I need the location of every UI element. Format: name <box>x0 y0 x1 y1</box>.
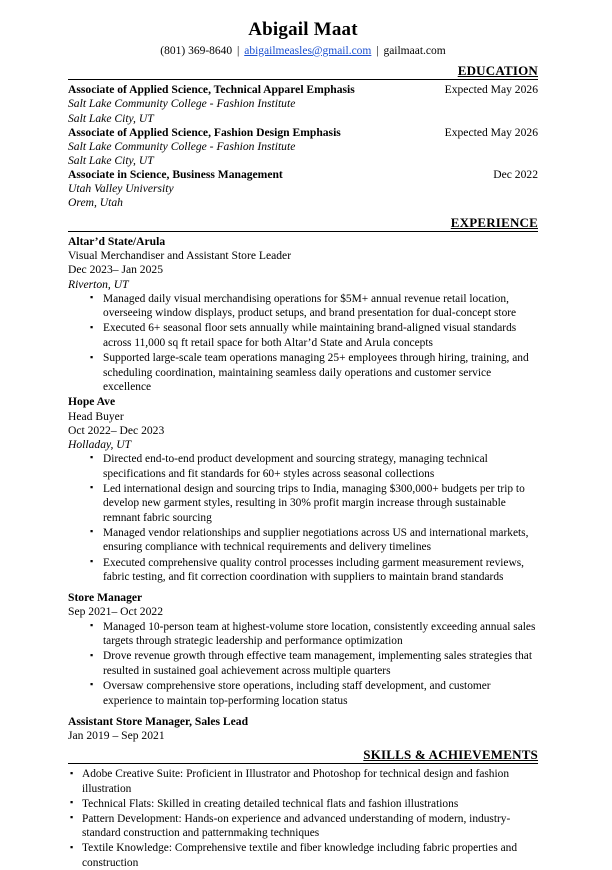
education-location: Salt Lake City, UT <box>68 111 154 125</box>
list-item: ▪ Led international design and sourcing trips to India, managing $300,000+ budgets per trip to develop new garment styles, resulting in 30% profit margin increase through sustainable remnant fabric sourcing <box>68 482 538 526</box>
education-entry <box>68 168 538 210</box>
website-text: gailmaat.com <box>383 44 446 57</box>
list-item: ▪ Managed vendor relationships and supplier negotiations across US and international markets, ensuring compliance with technical requirements and delivery timelines <box>68 526 538 555</box>
experience-role: Visual Merchandiser and Assistant Store Leader <box>68 249 292 263</box>
phone-number: (801) 369-8640 <box>160 44 233 57</box>
candidate-name: Abigail Maat <box>248 19 358 40</box>
list-item: ▪ Directed end-to-end product development and sourcing strategy, managing technical specifications and fit standards for 60+ styles across seasonal collections <box>68 452 538 481</box>
experience-dates: Sep 2021– Oct 2022 <box>68 605 163 619</box>
list-item: ▪ Executed comprehensive quality control processes including garment measurement reviews, fabric testing, and fit correction coordination with suppliers to maintain brand standards <box>68 556 538 585</box>
list-item: ▪ Oversaw comprehensive store operations, including staff development, and customer experience to maintain top-performing location status <box>68 679 538 708</box>
list-item: ▪ Managed daily visual merchandising operations for $5M+ annual revenue retail location, overseeing window displays, product setups, and brand presentation for dual-concept store <box>68 292 538 321</box>
experience-dates: Jan 2019 – Sep 2021 <box>68 728 165 742</box>
list-item: ▪ Supported large-scale team operations managing 25+ employees through hiring, training, and scheduling coordination, maintaining seamless daily operations and customer service excellence <box>68 351 538 395</box>
section-heading-skills <box>68 747 538 763</box>
experience-role: Head Buyer <box>68 409 124 423</box>
experience-bullet-list <box>68 452 538 585</box>
section-heading-education-label: EDUCATION <box>457 62 538 78</box>
education-entry-header <box>68 168 538 182</box>
contact-separator-1: | <box>237 44 240 57</box>
education-date: Expected May 2026 <box>444 83 538 97</box>
section-rule-skills <box>68 763 538 764</box>
experience-bullet-list <box>68 292 538 395</box>
section-rule-education <box>68 79 538 80</box>
education-institution: Utah Valley University <box>68 182 174 196</box>
section-heading-experience <box>68 215 538 231</box>
experience-company: Altar’d State/Arula <box>68 235 166 249</box>
education-entry-header <box>68 126 538 140</box>
list-item: ▪ Pattern Development: Hands-on experience and advanced understanding of modern, industry-standard construction and patternmaking techniques <box>68 812 538 841</box>
experience-entry <box>68 591 538 708</box>
education-institution: Salt Lake Community College - Fashion Institute <box>68 97 296 111</box>
education-entry <box>68 83 538 125</box>
list-item: ▪ Technical Flats: Skilled in creating detailed technical flats and fashion illustrations <box>68 797 538 811</box>
experience-location: Holladay, UT <box>68 437 132 451</box>
list-item: ▪ Executed 6+ seasonal floor sets annually while maintaining brand-aligned visual standards across 11,000 sq ft retail space for both Altar’d State and Arula concepts <box>68 321 538 350</box>
section-heading-experience-label: EXPERIENCE <box>450 214 538 230</box>
contact-line <box>68 44 538 59</box>
education-degree: Associate of Applied Science, Technical Apparel Emphasis <box>68 83 355 97</box>
education-location: Salt Lake City, UT <box>68 153 154 167</box>
list-item: ▪ Textile Knowledge: Comprehensive textile and fiber knowledge including fabric properties and construction <box>68 841 538 870</box>
section-heading-skills-label: SKILLS & ACHIEVEMENTS <box>363 746 538 762</box>
education-date: Dec 2022 <box>493 168 538 182</box>
education-entry <box>68 126 538 168</box>
experience-entry <box>68 235 538 395</box>
experience-entry <box>68 715 538 743</box>
education-degree: Associate of Applied Science, Fashion Design Emphasis <box>68 125 341 139</box>
list-item: ▪ Managed 10-person team at highest-volume store location, consistently exceeding annual sales targets through strategic leadership and performance optimization <box>68 620 538 649</box>
experience-location: Riverton, UT <box>68 277 129 291</box>
skills-bullet-list <box>68 767 538 870</box>
section-rule-experience <box>68 231 538 232</box>
education-location: Orem, Utah <box>68 196 123 210</box>
experience-company: Assistant Store Manager, Sales Lead <box>68 714 249 728</box>
email-link[interactable]: abigailmeasles@gmail.com <box>244 44 372 57</box>
education-date: Expected May 2026 <box>444 125 538 139</box>
experience-company: Store Manager <box>68 591 143 605</box>
contact-separator-2: | <box>376 44 379 57</box>
education-degree: Associate in Science, Business Management <box>68 168 283 182</box>
education-entry-header <box>68 83 538 97</box>
experience-dates: Oct 2022– Dec 2023 <box>68 423 165 437</box>
experience-entry <box>68 395 538 584</box>
section-heading-education <box>68 63 538 79</box>
list-item: ▪ Adobe Creative Suite: Proficient in Illustrator and Photoshop for technical design and fashion illustration <box>68 767 538 796</box>
experience-dates: Dec 2023– Jan 2025 <box>68 263 163 277</box>
experience-bullet-list <box>68 620 538 709</box>
list-item: ▪ Drove revenue growth through effective team management, implementing sales strategies that resulted in sustained goal achievement across multiple quarters <box>68 649 538 678</box>
experience-company: Hope Ave <box>68 395 116 409</box>
education-institution: Salt Lake Community College - Fashion Institute <box>68 139 296 153</box>
